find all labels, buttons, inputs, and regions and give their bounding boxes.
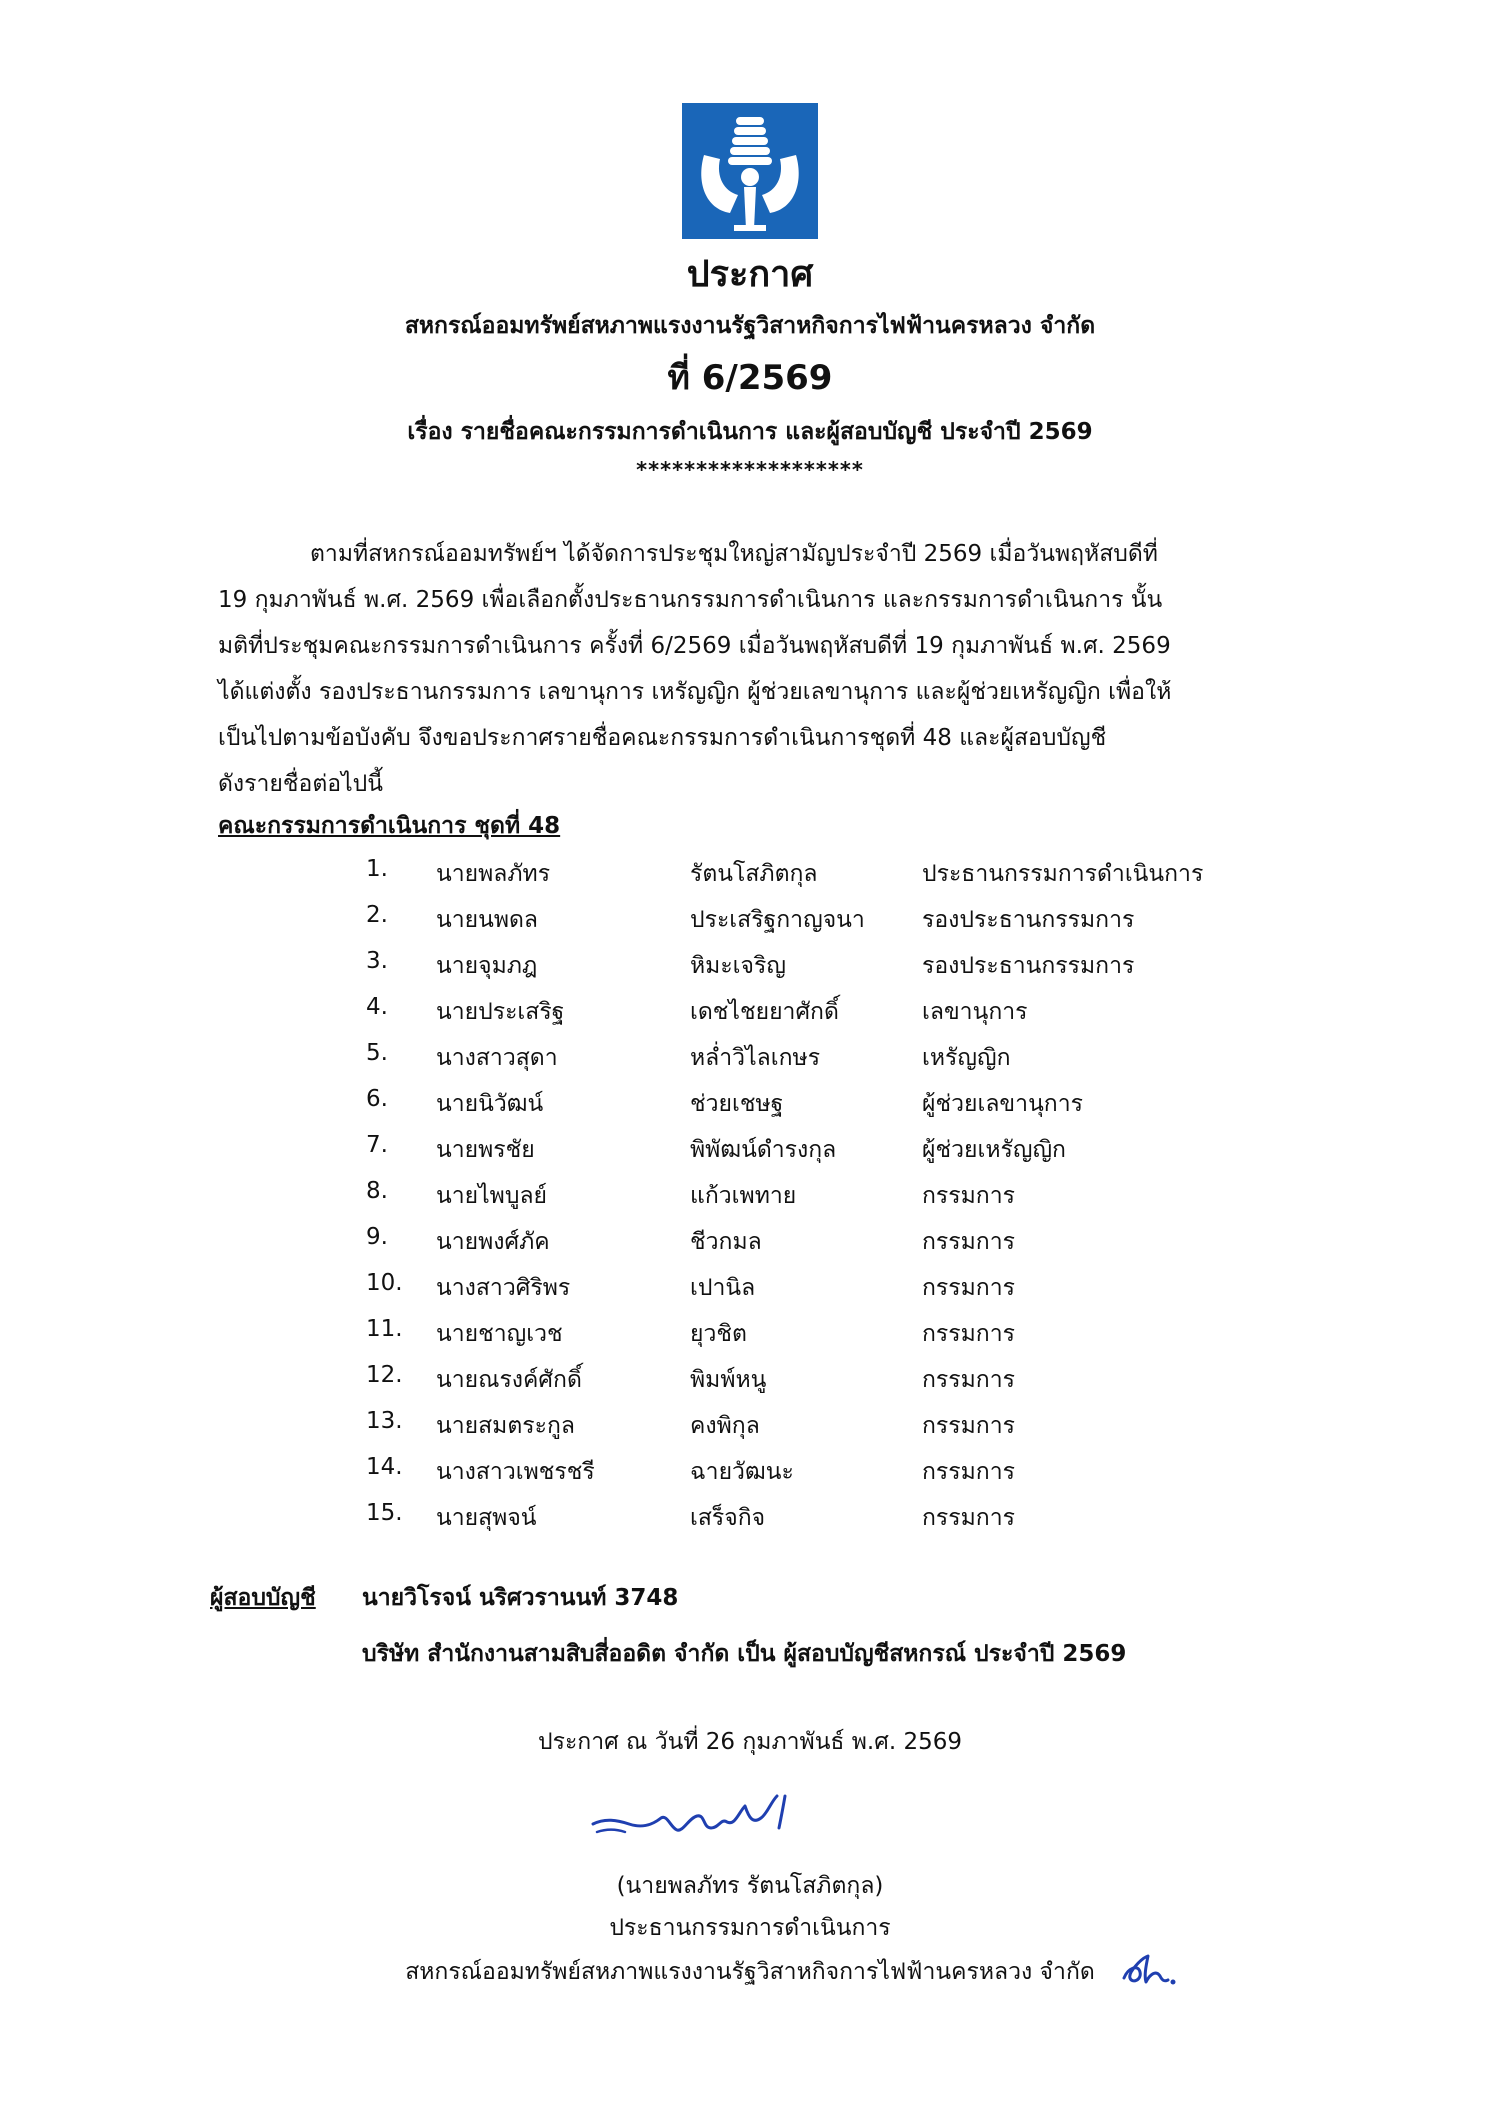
member-first-name: นายไพบูลย์ (436, 1183, 548, 1209)
member-first-name: นายพลภัทร (436, 861, 551, 887)
member-last-name: ช่วยเชษฐ (690, 1091, 784, 1117)
auditor-name: นายวิโรจน์ นริศวรานนท์ 3748 (362, 1585, 679, 1611)
separator-stars: ******************* (636, 458, 864, 482)
committee-member-row (0, 856, 1500, 896)
member-position: กรรมการ (922, 1183, 1015, 1209)
member-last-name: หล่ำวิไลเกษร (690, 1045, 821, 1071)
member-first-name: นายพงศ์ภัค (436, 1229, 550, 1255)
member-first-name: นายสมตระกูล (436, 1413, 575, 1439)
member-number: 8. (366, 1178, 388, 1204)
committee-member-row (0, 902, 1500, 942)
member-first-name: นายชาญเวช (436, 1321, 563, 1347)
member-first-name: นายนิวัฒน์ (436, 1091, 544, 1117)
announcement-date: ประกาศ ณ วันที่ 26 กุมภาพันธ์ พ.ศ. 2569 (537, 1729, 963, 1755)
announcement-number: ที่ 6/2569 (667, 358, 833, 398)
organization-name: สหกรณ์ออมทรัพย์สหภาพแรงงานรัฐวิสาหกิจการไฟฟ้านครหลวง จำกัด (404, 313, 1096, 339)
member-number: 11. (366, 1316, 403, 1342)
initial-mark-icon (1118, 1950, 1178, 1990)
member-first-name: นายณรงค์ศักดิ์ (436, 1367, 582, 1393)
member-first-name: นายจุมภฎ (436, 953, 538, 979)
member-first-name: นายพรชัย (436, 1137, 535, 1163)
committee-member-row (0, 1408, 1500, 1448)
member-first-name: นายนพดล (436, 907, 539, 933)
body-line: ได้แต่งตั้ง รองประธานกรรมการ เลขานุการ เหรัญญิก ผู้ช่วยเลขานุการ และผู้ช่วยเหรัญญิก เพื่อให้ (218, 679, 1172, 705)
committee-member-row (0, 1086, 1500, 1126)
member-number: 5. (366, 1040, 388, 1066)
member-number: 15. (366, 1500, 403, 1526)
member-last-name: ประเสริฐกาญจนา (690, 907, 865, 933)
member-first-name: นางสาวเพชรชรี (436, 1459, 595, 1485)
member-number: 10. (366, 1270, 403, 1296)
member-last-name: ชีวกมล (690, 1229, 762, 1255)
member-last-name: คงพิกุล (690, 1413, 760, 1439)
member-last-name: พิพัฒน์ดำรงกุล (690, 1137, 837, 1163)
member-last-name: เปานิล (690, 1275, 756, 1301)
body-line: ดังรายชื่อต่อไปนี้ (218, 771, 383, 797)
member-last-name: รัตนโสภิตกุล (690, 861, 818, 887)
member-position: กรรมการ (922, 1459, 1015, 1485)
member-position: ประธานกรรมการดำเนินการ (922, 861, 1204, 887)
committee-member-row (0, 1132, 1500, 1172)
committee-member-row (0, 1500, 1500, 1540)
body-line: ตามที่สหกรณ์ออมทรัพย์ฯ ได้จัดการประชุมใหญ่สามัญประจำปี 2569 เมื่อวันพฤหัสบดีที่ (310, 541, 1158, 567)
committee-member-row (0, 994, 1500, 1034)
signer-organization: สหกรณ์ออมทรัพย์สหภาพแรงงานรัฐวิสาหกิจการไฟฟ้านครหลวง จำกัด (405, 1959, 1095, 1985)
member-number: 1. (366, 856, 388, 882)
signer-position: ประธานกรรมการดำเนินการ (609, 1915, 891, 1941)
member-first-name: นางสาวศิริพร (436, 1275, 571, 1301)
member-last-name: เดชไชยยาศักดิ์ (690, 999, 839, 1025)
committee-member-row (0, 1040, 1500, 1080)
auditor-label: ผู้สอบบัญชี (210, 1585, 316, 1611)
member-position: กรรมการ (922, 1413, 1015, 1439)
member-number: 7. (366, 1132, 388, 1158)
member-first-name: นายสุพจน์ (436, 1505, 537, 1531)
cooperative-logo-icon (682, 103, 818, 239)
member-number: 6. (366, 1086, 388, 1112)
committee-member-row (0, 1178, 1500, 1218)
member-last-name: แก้วเพทาย (690, 1183, 797, 1209)
member-number: 9. (366, 1224, 388, 1250)
member-last-name: เสร็จกิจ (690, 1505, 766, 1531)
committee-member-row (0, 1454, 1500, 1494)
body-line: 19 กุมภาพันธ์ พ.ศ. 2569 เพื่อเลือกตั้งประธานกรรมการดำเนินการ และกรรมการดำเนินการ นั้น (218, 587, 1163, 613)
member-last-name: พิมพ์หนู (690, 1367, 767, 1393)
member-position: รองประธานกรรมการ (922, 907, 1135, 933)
member-number: 4. (366, 994, 388, 1020)
committee-heading: คณะกรรมการดำเนินการ ชุดที่ 48 (218, 813, 561, 839)
signature-icon (585, 1788, 815, 1848)
member-number: 14. (366, 1454, 403, 1480)
member-position: กรรมการ (922, 1505, 1015, 1531)
member-position: กรรมการ (922, 1321, 1015, 1347)
member-position: ผู้ช่วยเหรัญญิก (922, 1137, 1066, 1163)
member-last-name: ฉายวัฒนะ (690, 1459, 794, 1485)
member-position: กรรมการ (922, 1275, 1015, 1301)
member-number: 12. (366, 1362, 403, 1388)
member-position: เลขานุการ (922, 999, 1028, 1025)
member-first-name: นางสาวสุดา (436, 1045, 558, 1071)
signer-name: (นายพลภัทร รัตนโสภิตกุล) (616, 1873, 884, 1899)
committee-member-row (0, 1316, 1500, 1356)
member-position: รองประธานกรรมการ (922, 953, 1135, 979)
member-position: กรรมการ (922, 1367, 1015, 1393)
member-number: 13. (366, 1408, 403, 1434)
member-number: 2. (366, 902, 388, 928)
body-line: มติที่ประชุมคณะกรรมการดำเนินการ ครั้งที่ 6/2569 เมื่อวันพฤหัสบดีที่ 19 กุมภาพันธ์ พ.ศ. 2569 (218, 633, 1171, 659)
member-number: 3. (366, 948, 388, 974)
body-line: เป็นไปตามข้อบังคับ จึงขอประกาศรายชื่อคณะกรรมการดำเนินการชุดที่ 48 และผู้สอบบัญชี (218, 725, 1107, 751)
member-position: กรรมการ (922, 1229, 1015, 1255)
member-position: ผู้ช่วยเลขานุการ (922, 1091, 1083, 1117)
auditor-firm: บริษัท สำนักงานสามสิบสี่ออดิต จำกัด เป็น ผู้สอบบัญชีสหกรณ์ ประจำปี 2569 (362, 1641, 1127, 1667)
member-last-name: หิมะเจริญ (690, 953, 786, 979)
committee-member-row (0, 948, 1500, 988)
member-last-name: ยุวชิต (690, 1321, 747, 1347)
announcement-title: ประกาศ (686, 254, 814, 295)
member-position: เหรัญญิก (922, 1045, 1011, 1071)
committee-member-row (0, 1362, 1500, 1402)
member-first-name: นายประเสริฐ (436, 999, 565, 1025)
committee-member-row (0, 1224, 1500, 1264)
committee-member-row (0, 1270, 1500, 1310)
announcement-subject: เรื่อง รายชื่อคณะกรรมการดำเนินการ และผู้สอบบัญชี ประจำปี 2569 (407, 419, 1093, 445)
